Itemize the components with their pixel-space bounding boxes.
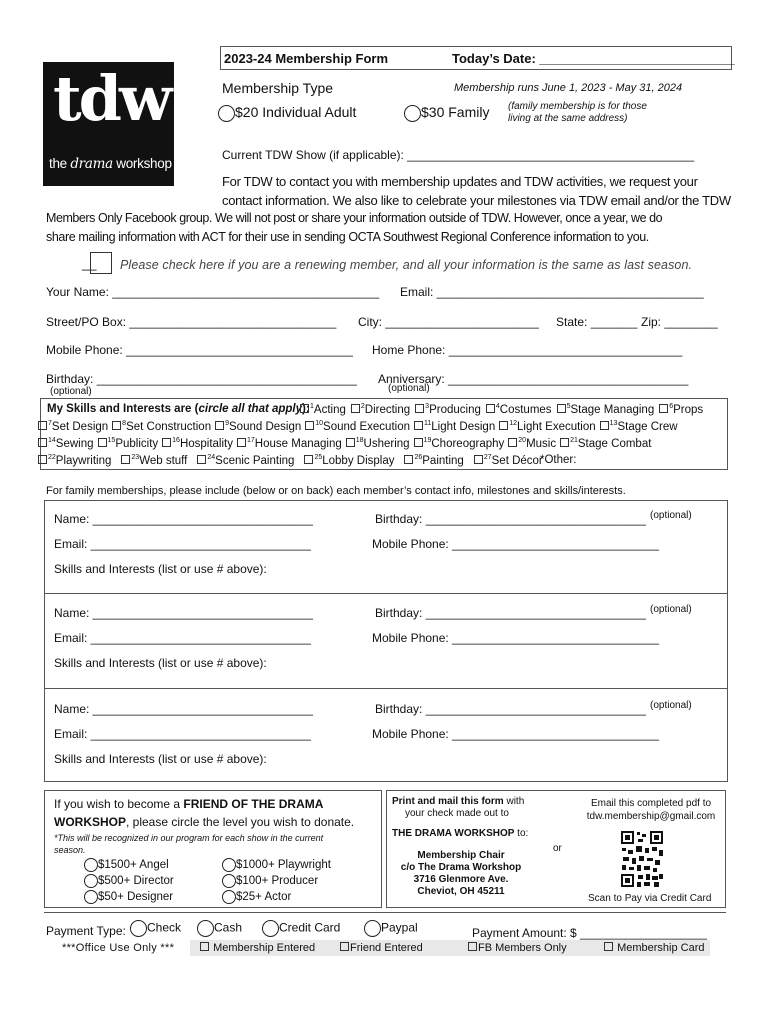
skill-label: Directing	[364, 404, 411, 416]
family-3-name-field[interactable]: Name: _________________________________	[54, 702, 313, 716]
renewing-checkbox[interactable]	[90, 252, 112, 274]
office-fb-members[interactable]: FB Members Only	[468, 942, 567, 954]
skill-stage-managing[interactable]	[557, 404, 655, 416]
skill-set-d-cor[interactable]	[474, 455, 543, 467]
family-3-birthday-optional: (optional)	[650, 700, 692, 711]
skill-checkbox[interactable]	[600, 421, 609, 430]
skill-producing[interactable]	[415, 404, 481, 416]
mobile-phone-field[interactable]: Mobile Phone: __________________________________	[46, 343, 353, 357]
skill-label: Sound Execution	[323, 421, 410, 433]
intro-line-1: For TDW to contact you with membership updates and TDW activities, we request your	[222, 174, 698, 189]
skill-label: Producing	[429, 404, 481, 416]
payment-type-label: Payment Type:	[46, 924, 126, 938]
skills-row-3	[38, 437, 655, 450]
level-angel[interactable]: $1500+ Angel	[84, 857, 174, 873]
individual-radio[interactable]	[218, 105, 235, 122]
skill-checkbox[interactable]	[38, 438, 47, 447]
skill-number: 20	[518, 437, 527, 444]
zip-field[interactable]: Zip: ________	[641, 315, 718, 329]
family-2-birthday-optional: (optional)	[650, 604, 692, 615]
skill-number: 1	[310, 403, 314, 410]
family-3-birthday-field[interactable]: Birthday: _________________________________	[375, 702, 646, 716]
skill-number: 15	[107, 437, 116, 444]
skill-label: Ushering	[363, 438, 410, 450]
skill-sewing[interactable]	[38, 438, 94, 450]
skills-row-1	[300, 403, 708, 416]
skill-label: Choreography	[431, 438, 505, 450]
skill-label: Painting	[422, 455, 464, 467]
skill-label: Lobby Display	[322, 455, 395, 467]
skill-label: Acting	[313, 404, 346, 416]
skills-heading: My Skills and Interests are (circle all that apply):	[47, 403, 310, 415]
skill-checkbox[interactable]	[414, 421, 423, 430]
family-2-mobile-field[interactable]: Mobile Phone: _______________________________	[372, 631, 659, 645]
friend-levels-left	[84, 857, 174, 905]
skill-label: Props	[673, 404, 704, 416]
skill-label: Stage Managing	[570, 404, 655, 416]
renewing-text: Please check here if you are a renewing member, and all your information is the same as last season.	[120, 258, 693, 272]
skill-label: Light Execution	[517, 421, 596, 433]
friend-line-2: WORKSHOP, please circle the level you wish to donate.	[54, 815, 355, 829]
family-3-skills-field[interactable]: Skills and Interests (list or use # above):	[54, 752, 267, 766]
city-field[interactable]: City: _______________________	[358, 315, 539, 329]
mail-line-3: THE DRAMA WORKSHOP to:	[392, 828, 529, 839]
skill-stage-crew[interactable]	[600, 421, 678, 433]
skill-number: 22	[48, 454, 56, 461]
office-membership-card[interactable]: Membership Card	[604, 942, 704, 954]
skill-number: 14	[48, 437, 56, 444]
skill-scenic-painting[interactable]	[197, 455, 294, 467]
skill-lobby-display[interactable]	[304, 455, 394, 467]
skill-number: 2	[360, 403, 365, 410]
skill-number: 5	[566, 403, 571, 410]
skill-label: Web stuff	[139, 455, 188, 467]
skill-choreography[interactable]	[414, 438, 505, 450]
state-field[interactable]: State: _______	[556, 315, 638, 329]
skills-row-4	[38, 454, 553, 467]
family-divider-1	[44, 593, 728, 594]
skill-number: 16	[172, 437, 180, 444]
family-1-mobile-field[interactable]: Mobile Phone: _______________________________	[372, 537, 659, 551]
skill-label: Playwriting	[55, 455, 112, 467]
renewing-row: __	[82, 256, 97, 271]
membership-type-label: Membership Type	[222, 80, 334, 96]
friend-note: *This will be recognized in our program for each show in the current season.	[54, 833, 324, 855]
pay-credit-card[interactable]: Credit Card	[262, 920, 340, 937]
email-field[interactable]: Email: ________________________________________	[400, 285, 704, 299]
skill-number: 23	[131, 454, 140, 461]
form-title: 2023-24 Membership Form	[224, 51, 389, 66]
mail-address: Membership Chair c/o The Drama Workshop 3716 Glenmore Ave. Cheviot, OH 45211	[400, 850, 522, 897]
intro-line-2: contact information. We also like to celebrate your milestones via TDW email and/or the TDW	[222, 193, 731, 208]
skill-label: Stage Crew	[617, 421, 678, 433]
family-1-birthday-optional: (optional)	[650, 510, 692, 521]
skill-house-managing[interactable]	[237, 438, 342, 450]
pay-paypal[interactable]: Paypal	[364, 920, 418, 937]
family-2-name-field[interactable]: Name: _________________________________	[54, 606, 313, 620]
skill-number: 25	[314, 454, 323, 461]
skill-number: 13	[609, 420, 618, 427]
skill-label: Scenic Painting	[215, 455, 295, 467]
skill-checkbox[interactable]	[98, 438, 107, 447]
skill-checkbox[interactable]	[557, 404, 566, 413]
level-playwright[interactable]: $1000+ Playwright	[222, 857, 331, 873]
family-3-mobile-field[interactable]: Mobile Phone: _______________________________	[372, 727, 659, 741]
skill-label: Sound Design	[229, 421, 302, 433]
level-director[interactable]: $500+ Director	[84, 873, 174, 889]
skill-label: Set Décor	[491, 455, 543, 467]
skill-number: 7	[48, 420, 52, 427]
office-membership-entered[interactable]: Membership Entered	[200, 942, 315, 954]
skill-sound-execution[interactable]	[305, 421, 410, 433]
skill-light-design[interactable]	[414, 421, 495, 433]
family-instructions: For family memberships, please include (below or on back) each member’s contact info, milestones and skills/interests.	[46, 485, 626, 497]
skill-number: 27	[483, 454, 492, 461]
skill-label: Stage Combat	[577, 438, 652, 450]
street-field[interactable]: Street/PO Box: _______________________________	[46, 315, 337, 329]
skill-number: 8	[122, 420, 127, 427]
skill-light-execution[interactable]	[499, 421, 595, 433]
current-show-field[interactable]: Current TDW Show (if applicable): ___________________________________________	[222, 148, 695, 162]
option-individual[interactable]: $20 Individual Adult	[218, 104, 356, 122]
pay-check[interactable]: Check	[130, 920, 181, 937]
skill-label: House Managing	[254, 438, 342, 450]
skill-checkbox[interactable]	[112, 421, 121, 430]
skill-stage-combat[interactable]	[560, 438, 651, 450]
skill-ushering[interactable]	[346, 438, 410, 450]
mail-line-1: Print and mail this form with	[392, 796, 525, 807]
email-instructions: Email this completed pdf to tdw.membership@gmail.com	[586, 798, 716, 822]
skill-number: 17	[247, 437, 255, 444]
family-1-email-field[interactable]: Email: _________________________________	[54, 537, 311, 551]
skill-number: 26	[414, 454, 423, 461]
anniversary-optional: (optional)	[388, 383, 430, 394]
skill-number: 11	[424, 420, 432, 427]
skill-label: Publicity	[115, 438, 159, 450]
tdw-logo	[43, 62, 174, 186]
skill-checkbox[interactable]	[560, 438, 569, 447]
skill-directing[interactable]	[351, 404, 410, 416]
skill-number: 10	[315, 420, 324, 427]
skill-checkbox[interactable]	[474, 455, 483, 464]
your-name-field[interactable]: Your Name: ________________________________________	[46, 285, 380, 299]
skill-checkbox[interactable]	[38, 421, 47, 430]
membership-runs: Membership runs June 1, 2023 - May 31, 2024	[454, 82, 683, 94]
skill-label: Hospitality	[179, 438, 233, 450]
office-use-label: ***Office Use Only ***	[62, 942, 175, 954]
skill-checkbox[interactable]	[300, 404, 309, 413]
mail-or: or	[553, 843, 562, 854]
family-divider-2	[44, 688, 728, 689]
logo-wordmark: the drama workshop	[49, 156, 172, 172]
skill-playwriting[interactable]	[38, 455, 111, 467]
skill-number: 24	[207, 454, 216, 461]
mail-line-2: your check made out to	[405, 808, 509, 819]
skill-label: Music	[526, 438, 557, 450]
skill-set-design[interactable]	[38, 421, 108, 433]
skill-checkbox[interactable]	[508, 438, 517, 447]
skill-number: 6	[669, 403, 674, 410]
friend-line-1: If you wish to become a FRIEND OF THE DRAMA	[54, 797, 324, 811]
skill-number: 9	[225, 420, 229, 427]
level-actor[interactable]: $25+ Actor	[222, 889, 331, 905]
logo-mark: tdw	[53, 62, 170, 135]
office-friend-entered[interactable]: Friend Entered	[340, 942, 423, 954]
skill-checkbox[interactable]	[415, 404, 424, 413]
skill-set-construction[interactable]	[112, 421, 211, 433]
skill-number: 12	[509, 420, 518, 427]
home-phone-field[interactable]: Home Phone: ___________________________________	[372, 343, 683, 357]
level-designer[interactable]: $50+ Designer	[84, 889, 174, 905]
skill-checkbox[interactable]	[486, 404, 495, 413]
family-note: (family membership is for those living at the same address)	[508, 101, 647, 124]
family-1-birthday-field[interactable]: Birthday: _________________________________	[375, 512, 646, 526]
friend-levels-right	[222, 857, 331, 905]
skill-checkbox[interactable]	[38, 455, 47, 464]
skill-acting[interactable]	[300, 404, 346, 416]
pay-cash[interactable]: Cash	[197, 920, 242, 937]
family-radio[interactable]	[404, 105, 421, 122]
skill-number: 3	[425, 403, 430, 410]
level-producer[interactable]: $100+ Producer	[222, 873, 331, 889]
family-2-skills-field[interactable]: Skills and Interests (list or use # above):	[54, 656, 267, 670]
birthday-field[interactable]: Birthday: _______________________________________	[46, 372, 357, 386]
skill-props[interactable]	[659, 404, 703, 416]
birthday-optional: (optional)	[50, 386, 92, 397]
skill-checkbox[interactable]	[499, 421, 508, 430]
skill-number: 21	[570, 437, 578, 444]
skill-label: Costumes	[499, 404, 552, 416]
payment-divider	[44, 912, 726, 913]
skill-checkbox[interactable]	[215, 421, 224, 430]
skill-number: 19	[423, 437, 432, 444]
skill-music[interactable]	[508, 438, 556, 450]
skill-checkbox[interactable]	[197, 455, 206, 464]
skill-label: Set Construction	[126, 421, 212, 433]
skill-checkbox[interactable]	[414, 438, 423, 447]
scan-to-pay: Scan to Pay via Credit Card	[588, 893, 712, 904]
skill-checkbox[interactable]	[305, 421, 314, 430]
intro-line-3: Members Only Facebook group. We will not post or share your information outside of TDW. However, once a year, we do	[46, 211, 663, 225]
skill-hospitality[interactable]	[162, 438, 233, 450]
anniversary-field[interactable]: Anniversary: ____________________________________	[378, 372, 689, 386]
skill-costumes[interactable]	[486, 404, 552, 416]
skill-web-stuff[interactable]	[121, 455, 187, 467]
skills-other[interactable]: *Other:	[540, 454, 577, 466]
family-1-skills-field[interactable]: Skills and Interests (list or use # above):	[54, 562, 267, 576]
skill-painting[interactable]	[404, 455, 463, 467]
payment-amount-field[interactable]: Payment Amount: $ ___________________	[472, 926, 707, 940]
skill-publicity[interactable]	[98, 438, 159, 450]
skill-checkbox[interactable]	[121, 455, 130, 464]
todays-date-field[interactable]: Today’s Date: ___________________________	[452, 51, 735, 66]
family-1-name-field[interactable]: Name: _________________________________	[54, 512, 313, 526]
family-3-email-field[interactable]: Email: _________________________________	[54, 727, 311, 741]
skill-checkbox[interactable]	[404, 455, 413, 464]
family-2-email-field[interactable]: Email: _________________________________	[54, 631, 311, 645]
skill-checkbox[interactable]	[346, 438, 355, 447]
skill-label: Sewing	[55, 438, 94, 450]
skill-number: 4	[495, 403, 500, 410]
skill-checkbox[interactable]	[304, 455, 313, 464]
skill-checkbox[interactable]	[351, 404, 360, 413]
skill-label: Light Design	[431, 421, 496, 433]
skill-checkbox[interactable]	[237, 438, 246, 447]
skill-checkbox[interactable]	[162, 438, 171, 447]
option-family[interactable]: $30 Family	[404, 104, 489, 122]
intro-line-4: share mailing information with ACT for their use in sending OCTA Southwest Regional Conference information to you.	[46, 230, 649, 244]
skill-number: 18	[355, 437, 364, 444]
skills-row-2	[38, 420, 682, 433]
payment-qr-code[interactable]	[620, 830, 664, 888]
skill-sound-design[interactable]	[215, 421, 301, 433]
skill-label: Set Design	[51, 421, 109, 433]
skill-checkbox[interactable]	[659, 404, 668, 413]
family-2-birthday-field[interactable]: Birthday: _________________________________	[375, 606, 646, 620]
